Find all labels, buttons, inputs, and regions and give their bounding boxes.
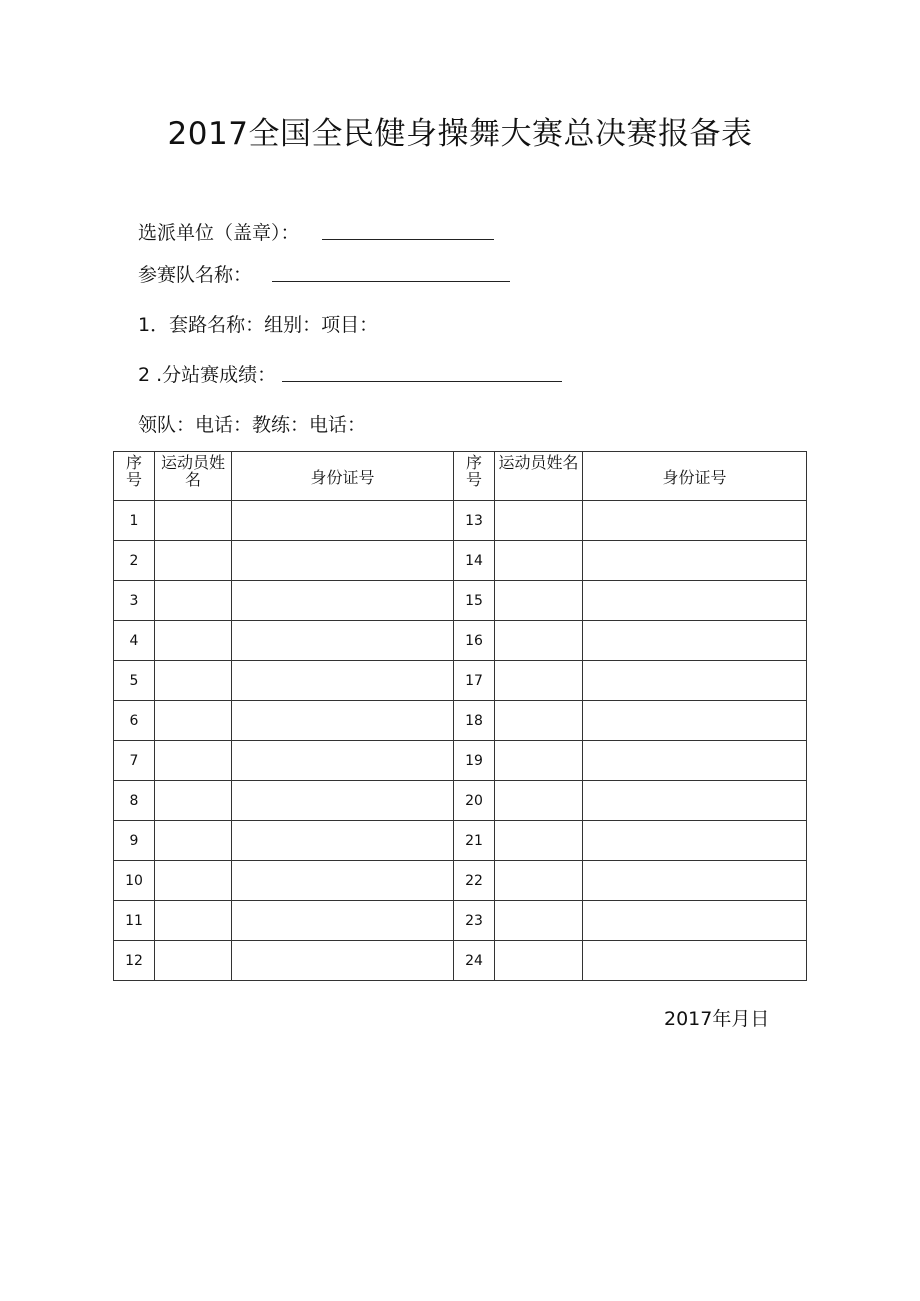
- header-athlete-name-left: 运动员姓名: [155, 452, 232, 501]
- team-name-blank[interactable]: [272, 263, 510, 282]
- page-title: 2017全国全民健身操舞大赛总决赛报备表: [167, 116, 753, 152]
- id-number-cell-left[interactable]: [232, 701, 454, 741]
- table-row: [114, 781, 807, 821]
- seq-cell-right: 17: [454, 661, 495, 701]
- seq-cell-left: 10: [114, 861, 155, 901]
- seq-cell-left: 1: [114, 501, 155, 541]
- seq-cell-left: 9: [114, 821, 155, 861]
- table-row: [114, 621, 807, 661]
- id-number-cell-left[interactable]: [232, 581, 454, 621]
- id-number-cell-right[interactable]: [583, 581, 807, 621]
- athlete-name-cell-left[interactable]: [155, 821, 232, 861]
- signing-date: 2017年月日: [664, 1008, 770, 1030]
- athlete-name-cell-right[interactable]: [495, 741, 583, 781]
- table-row: [114, 701, 807, 741]
- athlete-name-cell-left[interactable]: [155, 581, 232, 621]
- table-row: [114, 581, 807, 621]
- seq-cell-right: 18: [454, 701, 495, 741]
- id-number-cell-right[interactable]: [583, 861, 807, 901]
- header-id-number-right: 身份证号: [583, 452, 807, 501]
- id-number-cell-left[interactable]: [232, 781, 454, 821]
- table-header-row: [114, 452, 807, 501]
- athlete-name-cell-left[interactable]: [155, 901, 232, 941]
- id-number-cell-left[interactable]: [232, 821, 454, 861]
- id-number-cell-right[interactable]: [583, 941, 807, 981]
- id-number-cell-right[interactable]: [583, 501, 807, 541]
- athlete-name-cell-left[interactable]: [155, 861, 232, 901]
- id-number-cell-right[interactable]: [583, 901, 807, 941]
- table-row: [114, 941, 807, 981]
- roster-table: [113, 451, 807, 981]
- athlete-name-cell-right[interactable]: [495, 621, 583, 661]
- seq-cell-left: 12: [114, 941, 155, 981]
- athlete-name-cell-right[interactable]: [495, 501, 583, 541]
- table-row: [114, 821, 807, 861]
- station-score-label: 2 .分站赛成绩：: [138, 364, 277, 386]
- id-number-cell-right[interactable]: [583, 701, 807, 741]
- id-number-cell-right[interactable]: [583, 621, 807, 661]
- athlete-name-cell-left[interactable]: [155, 941, 232, 981]
- athlete-name-cell-left[interactable]: [155, 621, 232, 661]
- athlete-name-cell-right[interactable]: [495, 941, 583, 981]
- leader-coach-line: 领队：电话：教练：电话：: [138, 414, 367, 436]
- seq-cell-left: 7: [114, 741, 155, 781]
- seq-cell-right: 23: [454, 901, 495, 941]
- id-number-cell-left[interactable]: [232, 501, 454, 541]
- header-id-number-left: 身份证号: [232, 452, 454, 501]
- seq-cell-left: 6: [114, 701, 155, 741]
- seq-cell-left: 8: [114, 781, 155, 821]
- id-number-cell-right[interactable]: [583, 741, 807, 781]
- id-number-cell-left[interactable]: [232, 661, 454, 701]
- seq-cell-right: 20: [454, 781, 495, 821]
- athlete-name-cell-left[interactable]: [155, 501, 232, 541]
- id-number-cell-left[interactable]: [232, 901, 454, 941]
- table-row: [114, 741, 807, 781]
- athlete-name-cell-right[interactable]: [495, 541, 583, 581]
- id-number-cell-left[interactable]: [232, 941, 454, 981]
- seq-cell-right: 19: [454, 741, 495, 781]
- seq-cell-left: 11: [114, 901, 155, 941]
- athlete-name-cell-right[interactable]: [495, 901, 583, 941]
- id-number-cell-left[interactable]: [232, 541, 454, 581]
- table-row: [114, 861, 807, 901]
- dispatch-unit-label: 选派单位（盖章）：: [138, 222, 300, 244]
- id-number-cell-right[interactable]: [583, 781, 807, 821]
- id-number-cell-right[interactable]: [583, 661, 807, 701]
- station-score-blank[interactable]: [282, 363, 562, 382]
- station-score-field: [138, 360, 562, 390]
- table-row: [114, 661, 807, 701]
- header-seq-right: 序号: [454, 452, 495, 501]
- athlete-name-cell-right[interactable]: [495, 861, 583, 901]
- id-number-cell-left[interactable]: [232, 861, 454, 901]
- athlete-name-cell-left[interactable]: [155, 701, 232, 741]
- athlete-name-cell-left[interactable]: [155, 781, 232, 821]
- athlete-name-cell-right[interactable]: [495, 821, 583, 861]
- seq-cell-right: 22: [454, 861, 495, 901]
- id-number-cell-left[interactable]: [232, 741, 454, 781]
- seq-cell-left: 4: [114, 621, 155, 661]
- header-seq-left: 序号: [114, 452, 155, 501]
- athlete-name-cell-left[interactable]: [155, 741, 232, 781]
- id-number-cell-right[interactable]: [583, 541, 807, 581]
- id-number-cell-left[interactable]: [232, 621, 454, 661]
- seq-cell-right: 14: [454, 541, 495, 581]
- table-row: [114, 901, 807, 941]
- seq-cell-left: 2: [114, 541, 155, 581]
- routine-info-line: 1．套路名称：组别：项目：: [138, 314, 379, 336]
- seq-cell-right: 24: [454, 941, 495, 981]
- seq-cell-right: 15: [454, 581, 495, 621]
- table-row: [114, 541, 807, 581]
- athlete-name-cell-left[interactable]: [155, 661, 232, 701]
- dispatch-unit-field: [138, 218, 494, 248]
- seq-cell-right: 21: [454, 821, 495, 861]
- seq-cell-right: 13: [454, 501, 495, 541]
- team-name-label: 参赛队名称：: [138, 264, 253, 286]
- table-row: [114, 501, 807, 541]
- dispatch-unit-blank[interactable]: [322, 221, 494, 240]
- athlete-name-cell-right[interactable]: [495, 781, 583, 821]
- id-number-cell-right[interactable]: [583, 821, 807, 861]
- athlete-name-cell-left[interactable]: [155, 541, 232, 581]
- seq-cell-right: 16: [454, 621, 495, 661]
- seq-cell-left: 5: [114, 661, 155, 701]
- athlete-name-cell-right[interactable]: [495, 701, 583, 741]
- header-athlete-name-right: 运动员姓名: [495, 452, 583, 501]
- seq-cell-left: 3: [114, 581, 155, 621]
- athlete-name-cell-right[interactable]: [495, 581, 583, 621]
- athlete-name-cell-right[interactable]: [495, 661, 583, 701]
- team-name-field: [138, 260, 510, 290]
